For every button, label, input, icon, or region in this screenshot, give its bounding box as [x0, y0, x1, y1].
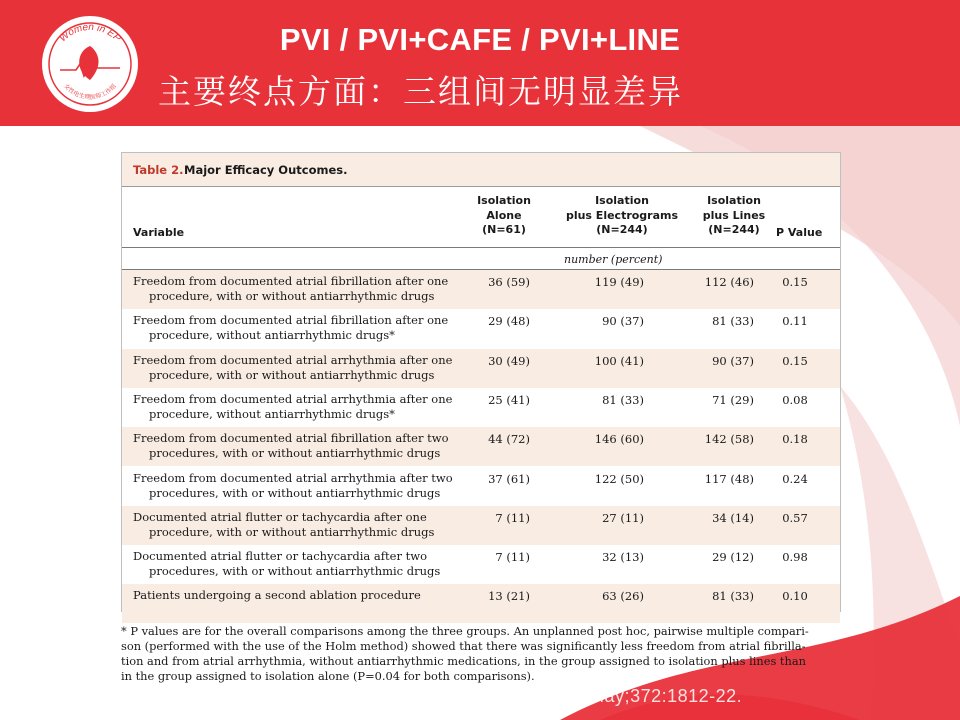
- cell-isolation-alone: 44 (72): [488, 432, 530, 447]
- cell-p-value: 0.18: [782, 432, 808, 447]
- table-footnote: * P values are for the overall comparisons among the three groups. An unplanned post hoc, pairwise multiple compari- son (performed with the use of the Holm method) showed that there was significantly less freedom from atrial fibrilla- tion and from atrial arrhythmia, without antiarrhythmic medications, in the group assigned to isolation plus lines than in the group assigned to isolation alone (P=0.04 for both comparisons).: [121, 624, 809, 683]
- cell-p-value: 0.98: [782, 550, 808, 565]
- table-title: Major Efficacy Outcomes.: [184, 163, 348, 177]
- header-variable: Variable: [133, 226, 185, 239]
- unit-label: number (percent): [564, 253, 663, 266]
- row-variable: Freedom from documented atrial arrhythmia after one procedure, without antiarrhythmic drugs*: [133, 391, 453, 421]
- cell-p-value: 0.15: [782, 353, 808, 368]
- cell-p-value: 0.57: [782, 510, 808, 525]
- slide-title-chinese: 主要终点方面：三组间无明显差异: [158, 72, 683, 111]
- cell-isolation-electrograms: 146 (60): [594, 432, 644, 447]
- row-variable: Freedom from documented atrial arrhythmia after one procedure, with or without antiarrhythmic drugs: [133, 352, 453, 382]
- cell-isolation-electrograms: 27 (11): [602, 510, 644, 525]
- cell-isolation-alone: 25 (41): [488, 392, 530, 407]
- cell-isolation-lines: 34 (14): [712, 510, 754, 525]
- cell-p-value: 0.11: [782, 314, 808, 329]
- citation-text: d. 2015 May;372:1812-22.: [520, 686, 743, 706]
- cell-isolation-lines: 90 (37): [712, 353, 754, 368]
- logo-text-top: Women in EP: [57, 21, 123, 45]
- cell-isolation-electrograms: 90 (37): [602, 314, 644, 329]
- cell-isolation-lines: 81 (33): [712, 314, 754, 329]
- header-isolation-alone: Isolation Alone (N=61): [477, 194, 531, 236]
- cell-isolation-alone: 7 (11): [495, 510, 530, 525]
- row-variable: Freedom from documented atrial arrhythmia after two procedures, with or without antiarrhythmic drugs: [133, 470, 453, 500]
- row-variable: Documented atrial flutter or tachycardia after two procedures, with or without antiarrhythmic drugs: [133, 549, 441, 579]
- table-number: Table 2.: [133, 163, 184, 177]
- cell-isolation-electrograms: 81 (33): [602, 392, 644, 407]
- row-variable: Documented atrial flutter or tachycardia after one procedure, with or without antiarrhythmic drugs: [133, 509, 435, 539]
- table-row: [122, 309, 840, 348]
- cell-isolation-alone: 36 (59): [488, 275, 530, 289]
- table-row: [122, 467, 840, 506]
- table-row: [122, 388, 840, 427]
- header-divider: [122, 247, 840, 248]
- table-row: [122, 584, 840, 623]
- table-row: [122, 270, 840, 309]
- cell-isolation-alone: 30 (49): [488, 353, 530, 368]
- cell-isolation-electrograms: 32 (13): [602, 550, 644, 565]
- cell-isolation-electrograms: 119 (49): [594, 275, 644, 289]
- table-row: [122, 545, 840, 584]
- cell-p-value: 0.08: [782, 392, 808, 407]
- cell-isolation-alone: 37 (61): [488, 471, 530, 486]
- cell-isolation-lines: 117 (48): [704, 471, 754, 486]
- efficacy-table: [121, 152, 841, 612]
- cell-isolation-alone: 29 (48): [488, 314, 530, 329]
- cell-isolation-alone: 7 (11): [495, 550, 530, 565]
- cell-isolation-alone: 13 (21): [488, 589, 530, 604]
- cell-p-value: 0.10: [782, 589, 808, 604]
- title-banner: [0, 0, 960, 126]
- cell-isolation-lines: 71 (29): [712, 392, 754, 407]
- cell-isolation-electrograms: 122 (50): [594, 471, 644, 486]
- header-p-value: P Value: [776, 226, 823, 239]
- cell-isolation-electrograms: 100 (41): [594, 353, 644, 368]
- header-isolation-electrograms: Isolation plus Electrograms (N=244): [565, 194, 679, 236]
- row-variable: Freedom from documented atrial fibrillation after two procedures, with or without antiarrhythmic drugs: [133, 431, 449, 461]
- cell-isolation-lines: 142 (58): [704, 432, 754, 447]
- cell-isolation-lines: 112 (46): [704, 275, 754, 289]
- logo-text-bottom: 女性电生理医师工作组: [62, 82, 118, 102]
- table-row: [122, 427, 840, 466]
- cell-p-value: 0.15: [782, 275, 808, 289]
- row-variable: Freedom from documented atrial fibrillation after one procedure, without antiarrhythmic drugs*: [133, 313, 449, 343]
- cell-isolation-lines: 81 (33): [712, 589, 754, 604]
- table-row: [122, 349, 840, 388]
- row-variable: Freedom from documented atrial fibrillation after one procedure, with or without antiarrhythmic drugs: [133, 274, 449, 303]
- slide-title-english: PVI / PVI+CAFE / PVI+LINE: [279, 22, 681, 57]
- header-isolation-lines: Isolation plus Lines (N=244): [702, 194, 766, 236]
- cell-isolation-lines: 29 (12): [712, 550, 754, 565]
- row-variable: Patients undergoing a second ablation procedure: [133, 588, 421, 603]
- cell-isolation-electrograms: 63 (26): [602, 589, 644, 604]
- cell-p-value: 0.24: [782, 471, 808, 486]
- table-row: [122, 506, 840, 545]
- table-caption: [122, 153, 840, 187]
